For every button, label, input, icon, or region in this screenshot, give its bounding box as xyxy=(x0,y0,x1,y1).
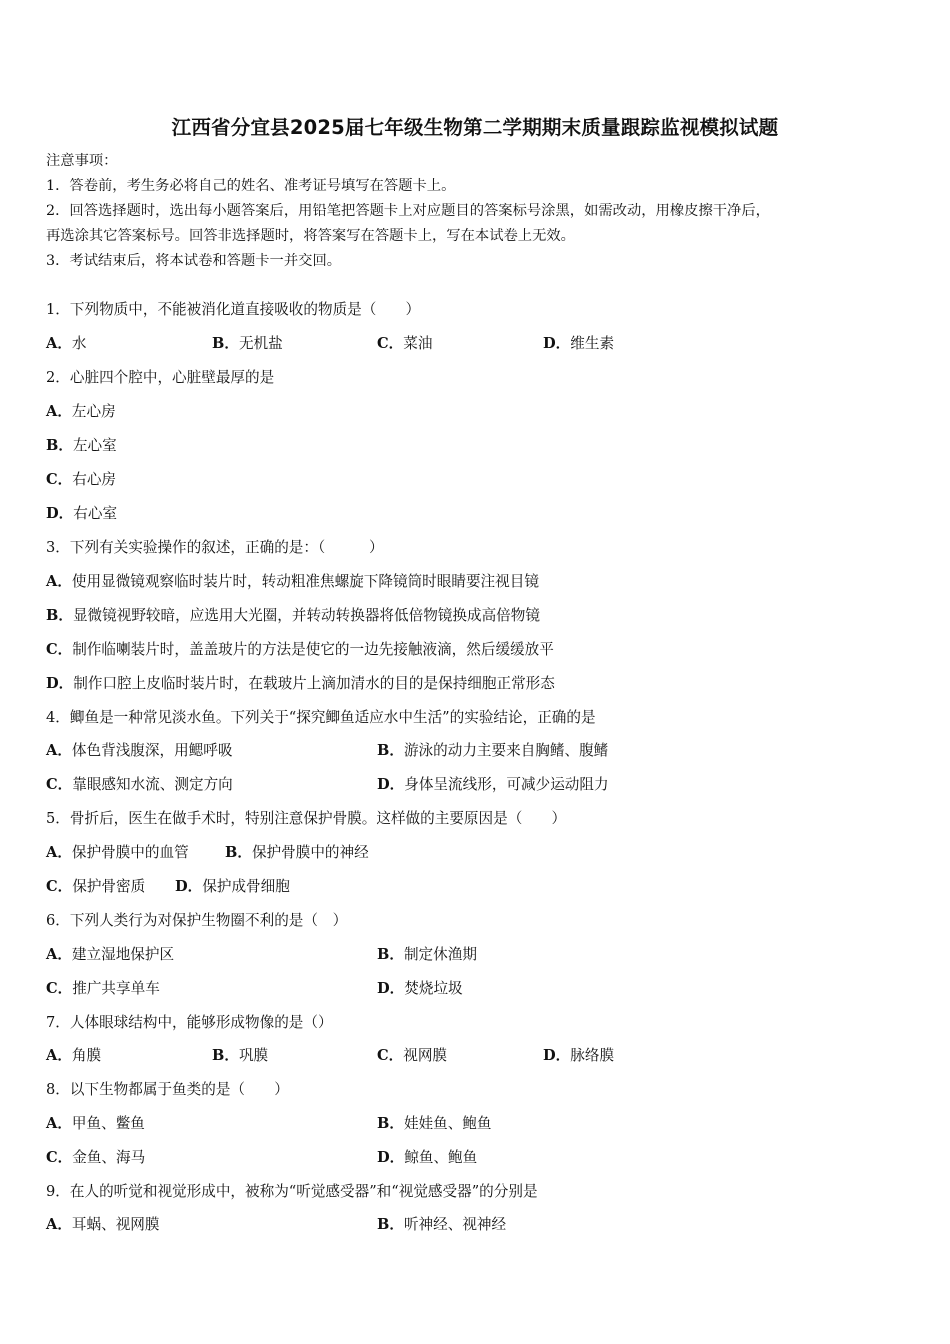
option-label: B． xyxy=(377,946,404,963)
option-label: D． xyxy=(175,878,203,895)
option-text: 水 xyxy=(71,335,87,352)
option-text: 甲鱼、鳖鱼 xyxy=(71,1115,145,1132)
question-option xyxy=(46,877,145,897)
question-option xyxy=(377,334,432,354)
question-option xyxy=(175,877,290,897)
question-option xyxy=(377,1215,506,1235)
option-label: C． xyxy=(377,1047,404,1064)
notice-item: 2．回答选择题时，选出每小题答案后，用铅笔把答题卡上对应题目的答案标号涂黑，如需改动，用橡皮擦干净后， xyxy=(46,203,770,219)
question-option xyxy=(46,402,116,422)
option-label: A． xyxy=(46,1047,72,1064)
option-text: 制作口腔上皮临时装片时，在载玻片上滴加清水的目的是保持细胞正常形态 xyxy=(73,675,555,692)
option-label: B． xyxy=(212,335,239,352)
option-text: 菜油 xyxy=(403,335,433,352)
option-label: C． xyxy=(46,641,73,658)
question-option xyxy=(46,1046,101,1066)
option-text: 保护骨膜中的神经 xyxy=(251,844,369,861)
option-text: 左心房 xyxy=(71,403,116,420)
option-text: 角膜 xyxy=(71,1047,102,1064)
question-stem: 6．下列人类行为对保护生物圈不利的是（ ） xyxy=(46,912,348,929)
option-label: B． xyxy=(377,1216,404,1233)
option-text: 保护骨膜中的血管 xyxy=(71,844,189,861)
option-text: 耳蜗、视网膜 xyxy=(71,1216,160,1233)
option-label: B． xyxy=(212,1047,239,1064)
option-text: 听神经、视神经 xyxy=(403,1216,507,1233)
question-option xyxy=(377,775,609,795)
option-label: D． xyxy=(46,505,74,522)
question-stem: 9．在人的听觉和视觉形成中，被称为“听觉感受器”和“视觉感受器”的分别是 xyxy=(46,1183,538,1200)
question-stem: 1．下列物质中，不能被消化道直接吸收的物质是（ ） xyxy=(46,301,421,318)
question-stem: 4．鲫鱼是一种常见淡水鱼。下列关于“探究鲫鱼适应水中生活”的实验结论，正确的是 xyxy=(46,709,596,726)
question-option xyxy=(212,334,283,354)
question-option xyxy=(377,1114,492,1134)
notice-item: 3．考试结束后，将本试卷和答题卡一并交回。 xyxy=(46,253,342,269)
option-label: A． xyxy=(46,335,72,352)
option-label: B． xyxy=(46,607,73,624)
option-label: B． xyxy=(225,844,252,861)
option-text: 靠眼感知水流、测定方向 xyxy=(72,776,233,793)
notice-item: 1．答卷前，考生务必将自己的姓名、准考证号填写在答题卡上。 xyxy=(46,178,456,194)
option-text: 体色背浅腹深，用鳃呼吸 xyxy=(71,742,233,759)
option-label: A． xyxy=(46,1115,72,1132)
question-stem: 2．心脏四个腔中，心脏壁最厚的是 xyxy=(46,369,275,386)
option-text: 脉络膜 xyxy=(570,1047,615,1064)
option-label: C． xyxy=(46,1149,73,1166)
question-stem: 3．下列有关实验操作的叙述，正确的是：（ ） xyxy=(46,539,384,556)
question-option xyxy=(46,334,87,354)
question-option xyxy=(46,979,160,999)
option-label: C． xyxy=(46,878,73,895)
page-title: 江西省分宜县2025届七年级生物第二学期期末质量跟踪监视模拟试题 xyxy=(171,116,779,139)
question-option xyxy=(225,843,369,863)
option-text: 制作临喇装片时，盖盖玻片的方法是使它的一边先接触液滴，然后缓缓放平 xyxy=(72,641,554,658)
question-option xyxy=(377,1148,477,1168)
option-label: A． xyxy=(46,946,72,963)
question-option xyxy=(46,945,174,965)
question-option xyxy=(46,775,233,795)
option-label: D． xyxy=(377,1149,405,1166)
question-option xyxy=(46,436,117,456)
option-text: 显微镜视野较暗，应选用大光圈，并转动转换器将低倍物镜换成高倍物镜 xyxy=(72,607,540,624)
question-option xyxy=(212,1046,268,1066)
option-label: D． xyxy=(46,675,74,692)
option-label: B． xyxy=(377,1115,404,1132)
option-label: B． xyxy=(46,437,73,454)
option-text: 维生素 xyxy=(570,335,615,352)
option-label: C． xyxy=(46,980,73,997)
option-label: C． xyxy=(46,471,73,488)
option-label: D． xyxy=(543,335,571,352)
question-option xyxy=(46,606,540,626)
option-label: D． xyxy=(377,776,405,793)
question-option xyxy=(46,572,539,592)
option-text: 使用显微镜观察临时装片时，转动粗准焦螺旋下降镜筒时眼睛要注视目镜 xyxy=(71,573,539,590)
question-option xyxy=(46,504,117,524)
question-stem: 7．人体眼球结构中，能够形成物像的是（） xyxy=(46,1014,333,1031)
question-option xyxy=(46,470,116,490)
option-label: D． xyxy=(543,1047,571,1064)
option-label: A． xyxy=(46,573,72,590)
question-option xyxy=(377,741,608,761)
question-option xyxy=(46,843,189,863)
question-option xyxy=(46,1114,145,1134)
question-option xyxy=(46,1215,160,1235)
option-text: 鲸鱼、鲍鱼 xyxy=(404,1149,478,1166)
option-text: 巩膜 xyxy=(238,1047,269,1064)
option-text: 娃娃鱼、鲍鱼 xyxy=(403,1115,492,1132)
option-text: 身体呈流线形，可减少运动阻力 xyxy=(404,776,609,793)
option-label: A． xyxy=(46,742,72,759)
question-stem: 5．骨折后，医生在做手术时，特别注意保护骨膜。这样做的主要原因是（ ） xyxy=(46,810,567,827)
option-text: 游泳的动力主要来自胸鳍、腹鳍 xyxy=(403,742,609,759)
option-label: A． xyxy=(46,403,72,420)
option-text: 保护成骨细胞 xyxy=(202,878,290,895)
option-text: 推广共享单车 xyxy=(72,980,160,997)
question-option xyxy=(46,1148,145,1168)
option-text: 金鱼、海马 xyxy=(72,1149,146,1166)
option-label: B． xyxy=(377,742,404,759)
option-label: D． xyxy=(377,980,405,997)
option-text: 右心室 xyxy=(73,505,118,522)
option-label: A． xyxy=(46,1216,72,1233)
option-label: A． xyxy=(46,844,72,861)
option-text: 制定休渔期 xyxy=(403,946,477,963)
question-option xyxy=(377,979,463,999)
question-option xyxy=(46,741,232,761)
option-text: 无机盐 xyxy=(238,335,283,352)
option-label: C． xyxy=(377,335,404,352)
question-option xyxy=(377,945,477,965)
notice-item: 再选涂其它答案标号。回答非选择题时，将答案写在答题卡上，写在本试卷上无效。 xyxy=(46,228,575,244)
option-text: 保护骨密质 xyxy=(72,878,146,895)
notice-heading: 注意事项： xyxy=(46,153,118,169)
question-option xyxy=(46,640,554,660)
option-text: 建立湿地保护区 xyxy=(71,946,175,963)
question-option xyxy=(543,1046,614,1066)
question-option xyxy=(543,334,614,354)
option-text: 视网膜 xyxy=(403,1047,448,1064)
option-text: 右心房 xyxy=(72,471,117,488)
question-option xyxy=(46,674,555,694)
option-text: 焚烧垃圾 xyxy=(404,980,463,997)
option-text: 左心室 xyxy=(72,437,117,454)
question-option xyxy=(377,1046,447,1066)
question-stem: 8．以下生物都属于鱼类的是（ ） xyxy=(46,1081,289,1098)
option-label: C． xyxy=(46,776,73,793)
